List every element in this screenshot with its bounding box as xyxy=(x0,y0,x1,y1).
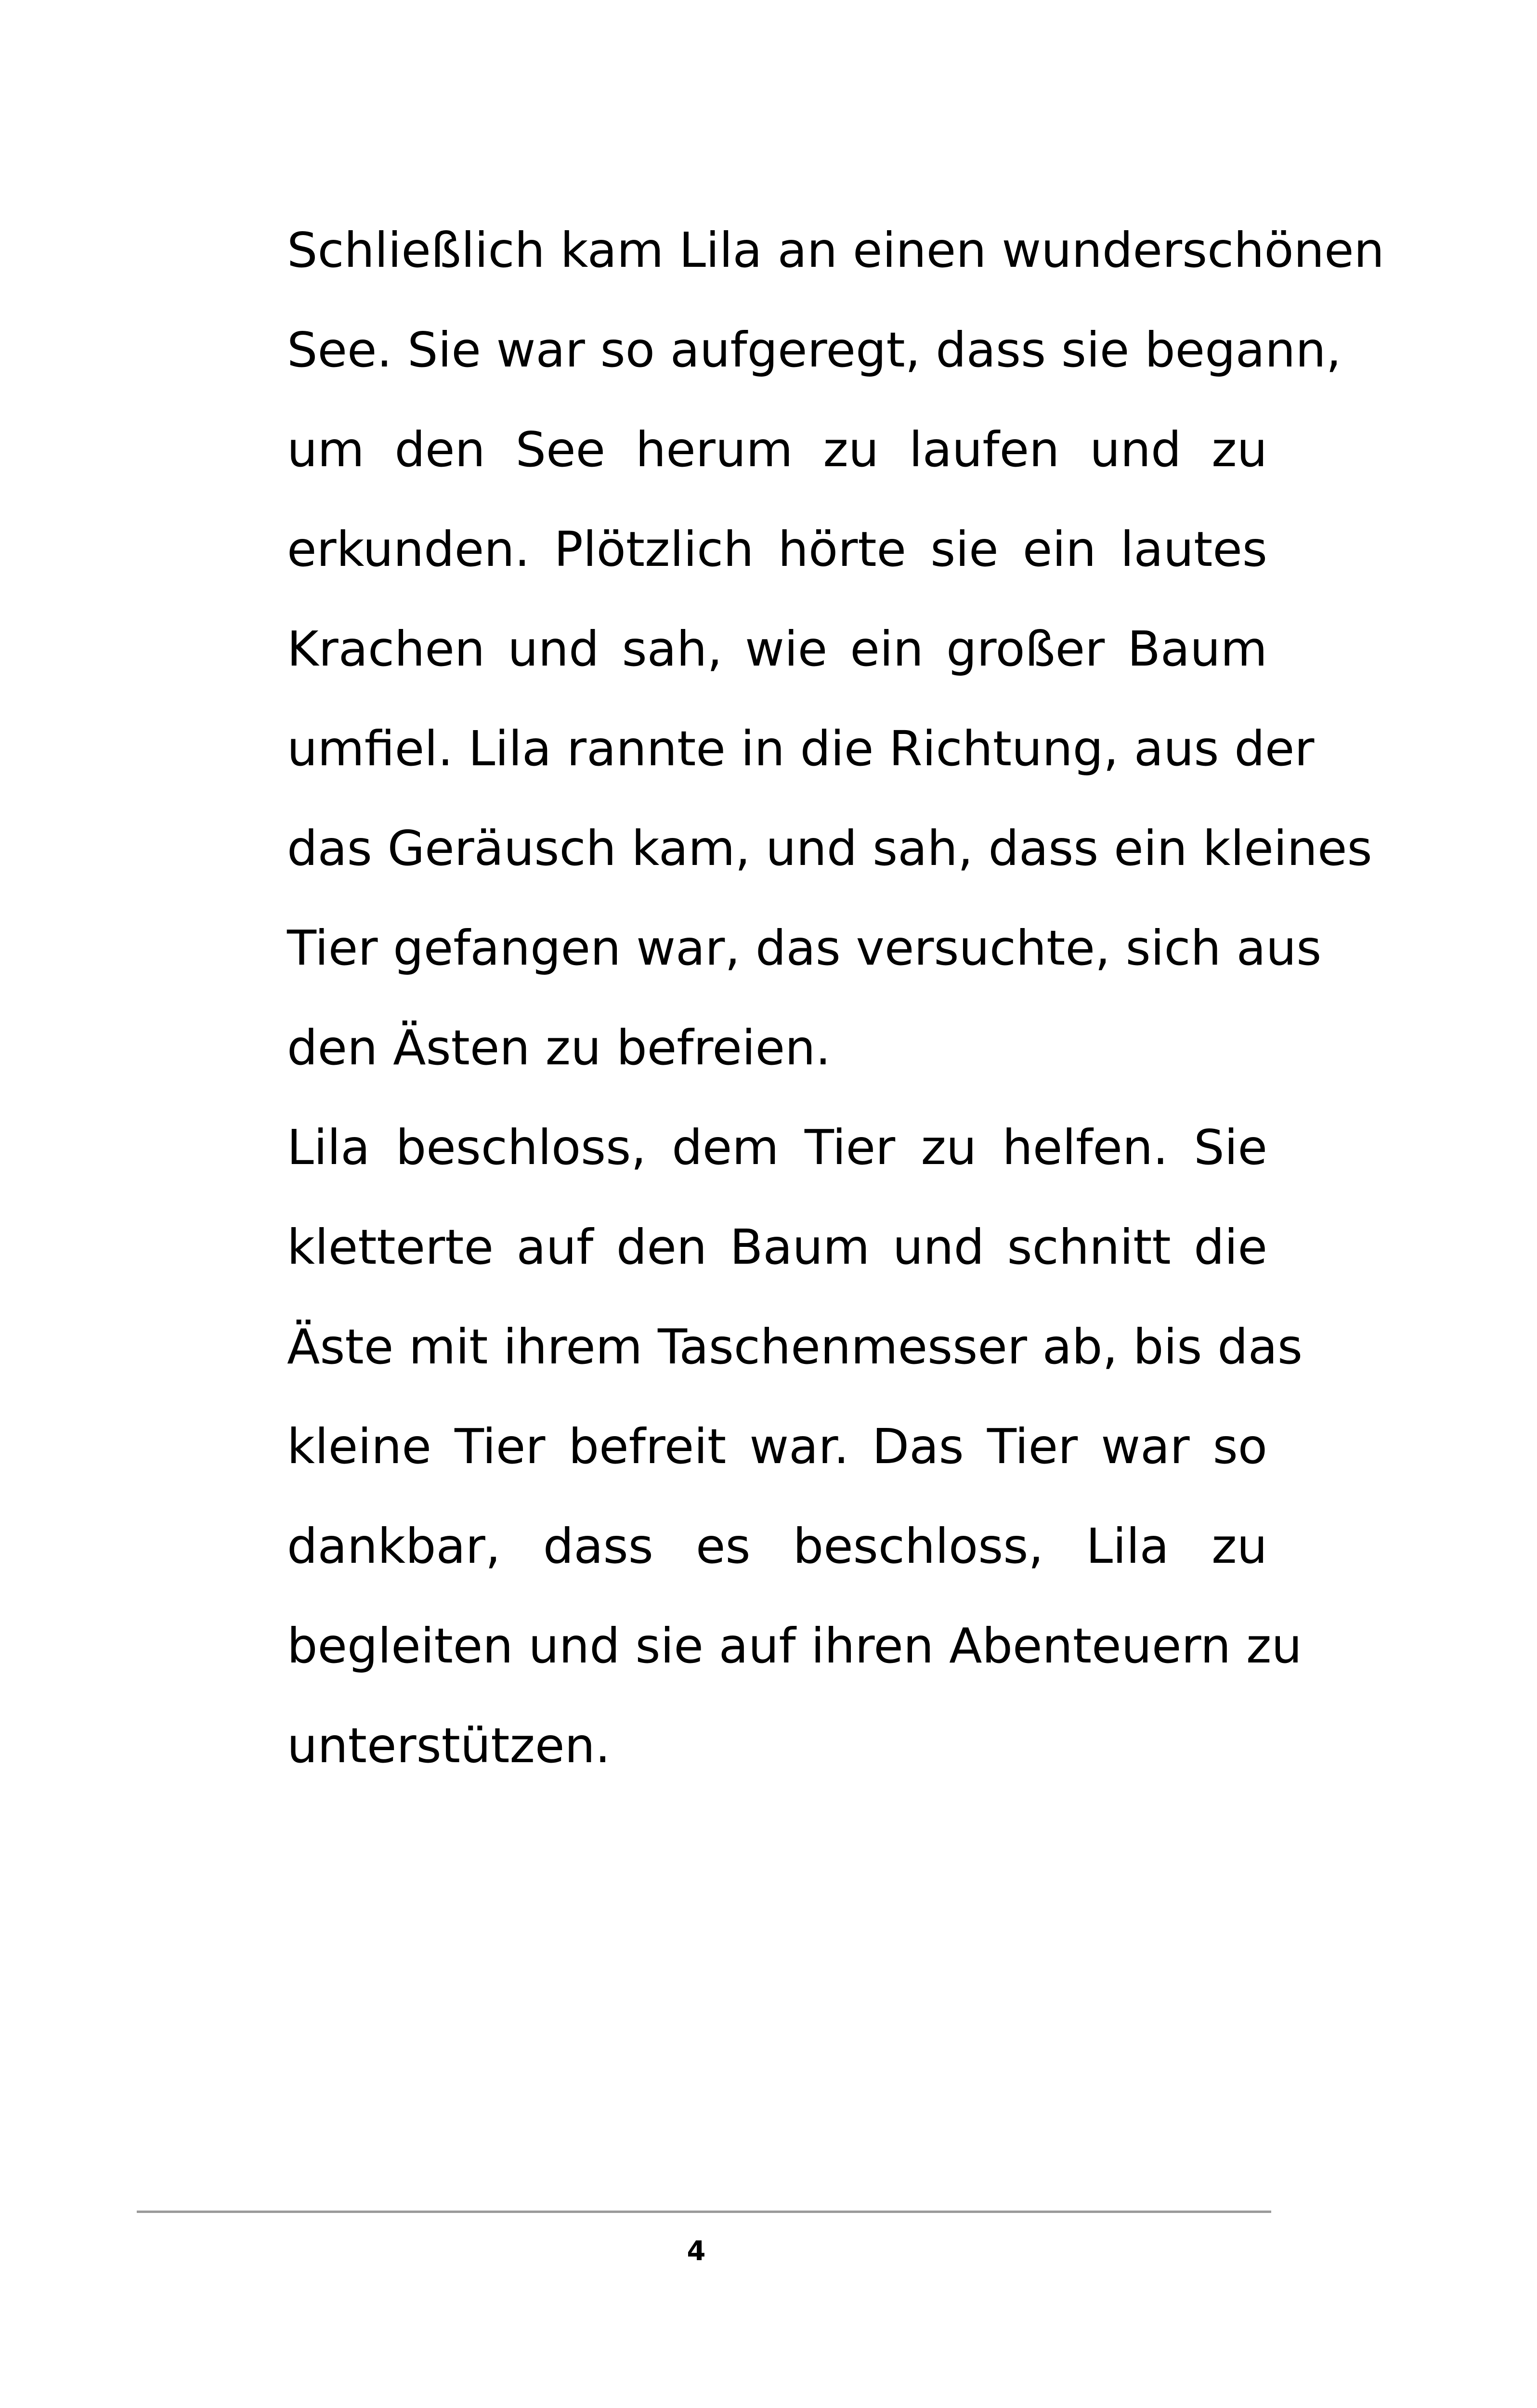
text-line: unterstützen. xyxy=(287,1717,611,1774)
story-text xyxy=(287,212,1385,1807)
text-line: kletterte auf den Baum und schnitt die xyxy=(287,1219,1267,1275)
text-line: Äste mit ihrem Taschenmesser ab, bis das xyxy=(287,1319,1303,1375)
footer-divider xyxy=(137,2211,1271,2213)
page-number: 4 xyxy=(687,2236,706,2267)
text-line: Tier gefangen war, das versuchte, sich aus xyxy=(287,920,1322,976)
text-line: Lila beschloss, dem Tier zu helfen. Sie xyxy=(287,1119,1267,1176)
text-line: See. Sie war so aufgeregt, dass sie begann, xyxy=(287,322,1342,378)
text-line: dankbar, dass es beschloss, Lila zu xyxy=(287,1518,1267,1574)
text-line: kleine Tier befreit war. Das Tier war so xyxy=(287,1418,1267,1475)
text-line: Krachen und sah, wie ein großer Baum xyxy=(287,621,1267,677)
text-line: umfiel. Lila rannte in die Richtung, aus der xyxy=(287,720,1315,777)
text-line: begleiten und sie auf ihren Abenteuern zu xyxy=(287,1618,1302,1674)
text-line: um den See herum zu laufen und zu xyxy=(287,421,1267,478)
text-line: das Geräusch kam, und sah, dass ein kleines xyxy=(287,820,1372,877)
text-line: erkunden. Plötzlich hörte sie ein lautes xyxy=(287,521,1267,577)
text-line: den Ästen zu befreien. xyxy=(287,1020,831,1076)
text-line: Schließlich kam Lila an einen wunderschönen xyxy=(287,222,1385,278)
